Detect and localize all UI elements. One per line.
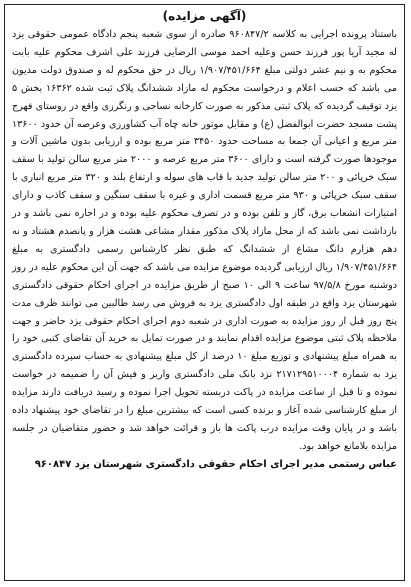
auction-notice <box>4 4 405 581</box>
notice-signature: عباس رستمی مدیر اجرای احکام حقوقی دادگستری شهرستان یزد ۹۶۰۸۴۷ <box>34 458 397 470</box>
notice-title: (آگهی مزایده) <box>162 9 247 23</box>
notice-body: باستناد پرونده اجرایی به کلاسه ۹۶۰۸۴۷/۲ صادره از سوی شعبه پنجم دادگاه عمومی حقوقی یزد له مجید آریا پور فرزند حسن وعلیه احمد موسی الرضایی فرزند علی اشرف محکوم علیه بابت محکوم به و نیم عشر دولتی مبلغ ۱/۹۰۷/۴۵۱/۶۶۴ ریال در حق محکوم له و صندوق دولت مدیون می باشد که حسب اعلام و درخواست محکوم له مازاد ششدانگ پلاک ثبت شده ۱۶۳۶۲ بخش ۵ یزد توقیف گردیده که پلاک ثبتی مذکور به صورت کارخانه نساجی و رنگرزی واقع در روستای فهرج پشت مسجد حضرت ابوالفضل (ع) و مقابل موتور خانه چاه آب کشاورزی وعرصه آن حدود ۱۳۶۰۰ متر مربع و اعیانی آن جمعا به مساحت حدود ۳۴۵۰ متر مربع بوده و ارزیابی بدون ماشین آلات و موجودها صورت گرفته است و دارای ۳۶۰۰ متر مربع عرصه و ۲۰۰۰ متر مربع سالن تولید با سقف سبک خرپائی و ۲۰۰ متر سالن تولید جدید با قاب های سوله و ارتفاع بلند و ۳۲۰ متر مربع انباری با سقف سبک خرپائی و ۹۳۰ متر مربع قسمت اداری و غیره با سقف سنگین و سقف کاذب و دارای امتیازات انشعاب برق، گاز و تلفن بوده و در تصرف محکوم علیه بوده و در اجاره نمی باشد و در بازداشت نمی باشد که از محل مازاد پلاک مذکور مقدار مشاعی هشت هزار و پانصدم هشتاد و نه دهم هزارم دانگ مشاع از ششدانگ که طبق نظر کارشناس رسمی دادگستری به مبلغ ۱/۹۰۷/۴۵۱/۶۶۴ ریال ارزیابی گردیده موضوع مزایده می باشد که جهت آن این محکوم علیه در روز دوشنبه مورخ ۹۷/۵/۸ ساعت ۹ الی ۱۰ صبح از طریق مزایده در اجرای احکام حقوقی دادگستری شهرستان یزد واقع در طبقه اول دادگستری یزد به فروش می رسد طالبین می توانند ظرف مدت پنج روز قبل از روز مزایده به صورت اداری در شعبه دوم اجرای احکام حقوقی یزد حاضر و جهت ملاحظه پلاک ثبتی موضوع مزایده اقدام نمایند و در صورت تمایل به خرید آن تقاضای کتبی خود را به همراه مبلغ پیشنهادی و توزیع مبلغ ۱۰ درصد از کل مبلغ پیشنهادی به حساب سپرده دادگستری یزد به شماره ۲۱۷۱۲۹۵۱۰۰۰۴ نزد بانک ملی دادگستری واریز و فیش آن را ضمیمه در خواست نموده و تا قبل از ساعت مزایده در پاکت دربسته تحویل اجرا نموده و رسید دریافت دارند مزایده از مبلغ کارشناسی شده آغاز و برنده کسی است که بیشترین مبلغ را در تقاضای خود پیشنهاد داده باشد و در پایان وقت مزایده درب پاکت ها باز و قرائت خواهد شد و حضور متقاضیان در جلسه مزایده بلامانع خواهد بود. <box>12 29 398 452</box>
